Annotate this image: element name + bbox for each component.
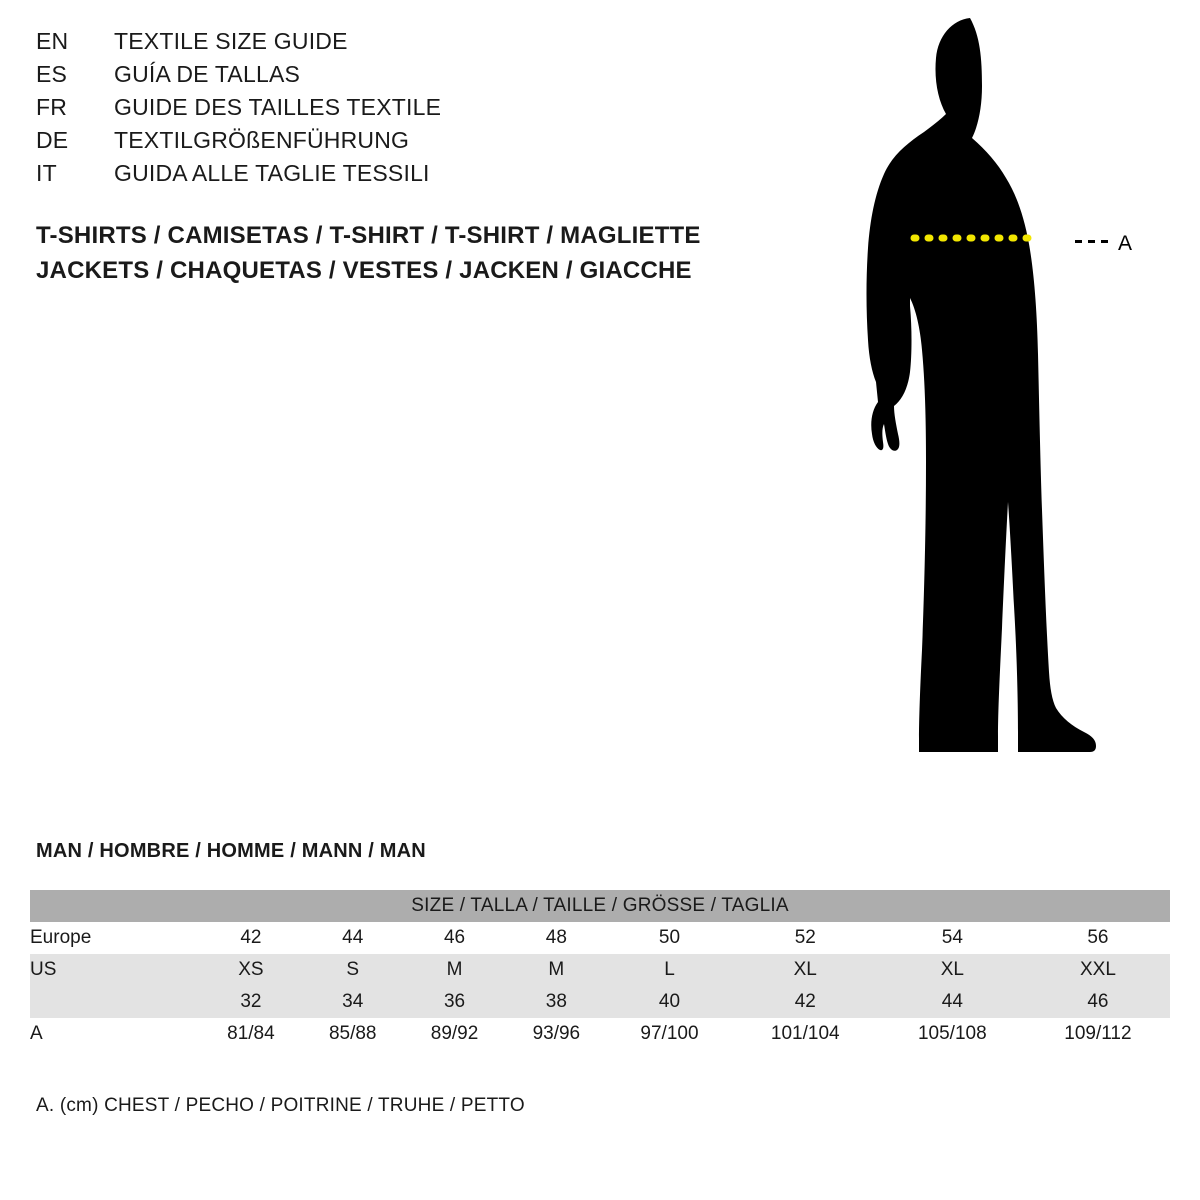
table-cell: M <box>548 959 565 980</box>
chest-measure-line <box>820 10 1180 790</box>
table-cell: XL <box>940 959 964 980</box>
table-row <box>30 986 1170 1018</box>
table-cell: 44 <box>342 927 364 948</box>
table-cell: 48 <box>545 927 567 948</box>
table-cell: M <box>446 959 463 980</box>
language-row <box>36 61 736 94</box>
category-jackets: JACKETS / CHAQUETAS / VESTES / JACKEN / GIACCHE <box>36 257 692 284</box>
table-cell: XXL <box>1079 959 1116 980</box>
language-title: GUÍA DE TALLAS <box>114 61 301 87</box>
language-code: DE <box>36 127 69 153</box>
language-code: FR <box>36 94 68 120</box>
table-cell: 89/92 <box>430 1023 479 1044</box>
table-row <box>30 1018 1170 1050</box>
table-cell: 54 <box>941 927 963 948</box>
table-cell: 97/100 <box>640 1023 699 1044</box>
garment-category-list <box>36 218 796 288</box>
measure-leader-dashes <box>1075 240 1111 243</box>
language-title: TEXTILGRÖßENFÜHRUNG <box>114 127 410 153</box>
category-tshirts: T-SHIRTS / CAMISETAS / T-SHIRT / T-SHIRT / MAGLIETTE <box>36 222 701 249</box>
size-table <box>30 890 1170 1050</box>
language-title: GUIDE DES TAILLES TEXTILE <box>114 94 442 120</box>
language-code: IT <box>36 160 57 186</box>
table-cell: 46 <box>443 927 466 948</box>
language-code: EN <box>36 28 69 54</box>
table-cell: 44 <box>941 991 963 1012</box>
table-cell: 56 <box>1087 927 1109 948</box>
table-row <box>30 922 1170 954</box>
section-title-man: MAN / HOMBRE / HOMME / MANN / MAN <box>36 840 426 862</box>
table-cell: 109/112 <box>1064 1023 1132 1044</box>
body-figure <box>820 10 1180 790</box>
language-header-list <box>36 28 736 193</box>
row-label-a: A <box>30 1023 43 1044</box>
language-title: GUIDA ALLE TAGLIE TESSILI <box>114 160 430 186</box>
table-cell: 42 <box>794 991 816 1012</box>
language-title: TEXTILE SIZE GUIDE <box>114 28 348 54</box>
table-cell: 93/96 <box>532 1023 581 1044</box>
row-label-us: US <box>30 959 57 980</box>
table-cell: 32 <box>240 991 262 1012</box>
table-cell: 81/84 <box>227 1023 275 1044</box>
language-row <box>36 28 736 61</box>
table-cell: 101/104 <box>770 1023 840 1044</box>
table-cell: 105/108 <box>917 1023 987 1044</box>
table-cell: 50 <box>658 927 681 948</box>
table-band-label: SIZE / TALLA / TAILLE / GRÖSSE / TAGLIA <box>411 895 789 916</box>
table-cell: XS <box>238 959 264 980</box>
row-label-europe: Europe <box>30 927 92 948</box>
table-cell: 40 <box>658 991 681 1012</box>
table-band-row <box>30 890 1170 922</box>
table-footnote: A. (cm) CHEST / PECHO / POITRINE / TRUHE / PETTO <box>36 1095 525 1116</box>
table-row <box>30 954 1170 986</box>
language-row <box>36 127 736 160</box>
table-cell: 36 <box>443 991 466 1012</box>
row-label-blank <box>30 986 200 1018</box>
language-row <box>36 94 736 127</box>
table-cell: L <box>664 959 675 980</box>
table-cell: S <box>346 959 360 980</box>
table-cell: 46 <box>1087 991 1109 1012</box>
language-row <box>36 160 736 193</box>
table-cell: XL <box>793 959 817 980</box>
table-cell: 85/88 <box>328 1023 377 1044</box>
language-code: ES <box>36 61 68 87</box>
table-cell: 38 <box>545 991 567 1012</box>
measure-label-a: A <box>1118 232 1133 255</box>
table-cell: 42 <box>240 927 262 948</box>
table-cell: 52 <box>794 927 816 948</box>
table-cell: 34 <box>342 991 364 1012</box>
